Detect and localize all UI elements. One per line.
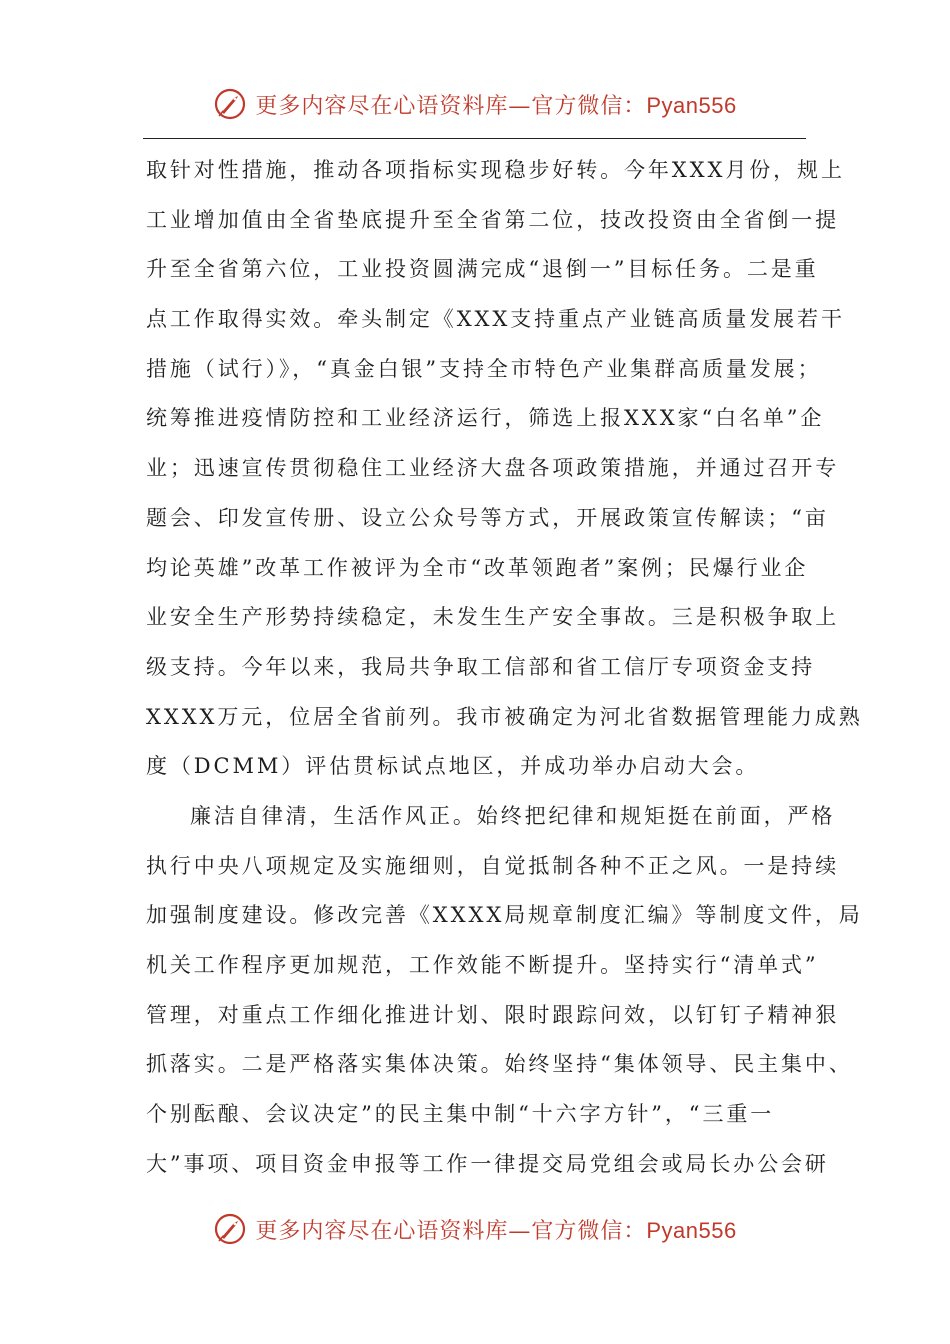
text-line: 业安全生产形势持续稳定，未发生生产安全事故。三是积极争取上 [146, 605, 840, 630]
text-line: 业；迅速宣传贯彻稳住工业经济大盘各项政策措施，并通过召开专 [146, 456, 840, 481]
footer-banner [0, 1207, 950, 1251]
text-line: 升至全省第六位，工业投资圆满完成“退倒一”目标任务。二是重 [146, 257, 819, 282]
text-line: XXXX万元，位居全省前列。我市被确定为河北省数据管理能力成熟 [146, 704, 863, 729]
text-line: 题会、印发宣传册、设立公众号等方式，开展政策宣传解读；“亩 [146, 505, 829, 530]
text-line: 机关工作程序更加规范，工作效能不断提升。坚持实行“清单式” [146, 953, 819, 977]
text-line: 取针对性措施，推动各项指标实现稳步好转。今年XXX月份，规上 [146, 158, 845, 182]
text-line: 管理，对重点工作细化推进计划、限时跟踪问效，以钉钉子精神狠 [146, 1002, 840, 1027]
text-line: 工业增加值由全省垫底提升至全省第二位，技改投资由全省倒一提 [146, 207, 840, 232]
text-line: 个别酝酿、会议决定”的民主集中制“十六字方针”，“三重一 [146, 1102, 775, 1127]
text-line: 抓落实。二是严格落实集体决策。始终坚持“集体领导、民主集中、 [146, 1052, 853, 1077]
text-line: 廉洁自律清，生活作风正。始终把纪律和规矩挺在前面，严格 [190, 803, 836, 828]
footer-banner-text: 更多内容尽在心语资料库—官方微信：Pyan556 [255, 1217, 737, 1244]
text-line: 点工作取得实效。牵头制定《XXX支持重点产业链高质量发展若干 [146, 307, 845, 332]
text-line: 统筹推进疫情防控和工业经济运行，筛选上报XXX家“白名单”企 [146, 406, 825, 431]
text-line: 大”事项、项目资金申报等工作一律提交局党组会或局长办公会研 [146, 1151, 829, 1176]
pen-nib-logo-icon [213, 1212, 247, 1246]
text-line: 加强制度建设。修改完善《XXXX局规章制度汇编》等制度文件，局 [146, 903, 863, 928]
header-divider [143, 138, 806, 139]
text-line: 均论英雄”改革工作被评为全市“改革领跑者”案例；民爆行业企 [146, 555, 809, 580]
header-banner [0, 82, 950, 126]
text-line: 执行中央八项规定及实施细则，自觉抵制各种不正之风。一是持续 [146, 853, 840, 878]
header-banner-text: 更多内容尽在心语资料库—官方微信：Pyan556 [255, 92, 737, 119]
document-body [146, 146, 863, 1189]
text-line: 措施（试行）》，“真金白银”支持全市特色产业集群高质量发展； [146, 356, 822, 381]
text-line: 级支持。今年以来，我局共争取工信部和省工信厅专项资金支持 [146, 654, 816, 679]
text-line: 度（DCMM）评估贯标试点地区，并成功举办启动大会。 [146, 754, 760, 779]
pen-nib-logo-icon [213, 87, 247, 121]
